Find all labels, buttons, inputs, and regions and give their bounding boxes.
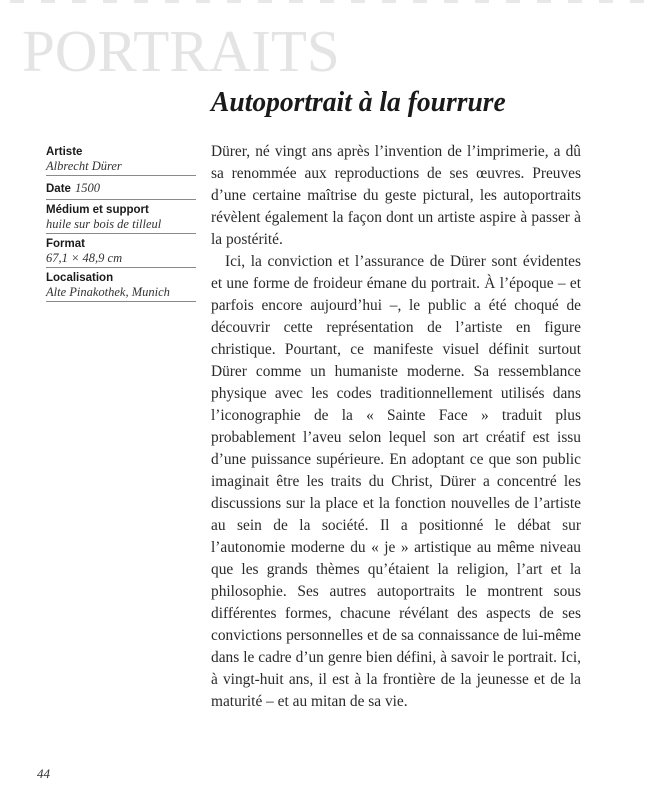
section-heading: PORTRAITS — [22, 18, 340, 84]
meta-value: huile sur bois de tilleul — [46, 217, 162, 231]
paragraph: Dürer, né vingt ans après l’invention de l’imprimerie, a dû sa renommée aux reproductions de ses œuvres. Preuves d’une certaine maîtrise du geste pictural, les autoportraits révèlent également la façon dont un artiste aspire à passer à la postérité. — [211, 143, 581, 248]
page-number: 44 — [37, 766, 50, 781]
paragraph: Ici, la conviction et l’assurance de Dürer sont évidentes et une forme de froideur émane du portrait. À l’époque – et parfois encore aujourd’hui –, le public a été choqué de découvrir cette représentation de l’artiste en figure christique. Pourtant, ce manifeste visuel définit surtout Dürer comme un humaniste moderne. Sa ressemblance physique avec les codes traditionnellement utilisés dans l’iconographie de la « Sainte Face » traduit plus probablement l’aveu selon lequel son art créatif est issu d’une puissance supérieure. En adoptant ce que son public imaginait être les traits du Christ, Dürer a concentré les discussions sur la place et la fonction nouvelles de l’artiste au sein de la société. Il a positionné le débat sur l’autonomie moderne du « je » artistique au même niveau que les grands thèmes qu’étaient la religion, l’art et la philosophie. Ses autres autoportraits le montrent sous différentes formes, chacune révélant des aspects de ses convictions personnelles et de sa connaissance de lui-même dans le cadre d’un genre bien défini, à savoir le portrait. Ici, à vingt-huit ans, il est à la frontière de la jeunesse et de la maturité – et au mitan de sa vie. — [211, 253, 581, 710]
meta-value: Albrecht Dürer — [46, 159, 122, 173]
meta-label: Date — [46, 183, 71, 195]
meta-label: Artiste — [46, 146, 83, 158]
page-title: Autoportrait à la fourrure — [211, 86, 506, 118]
meta-artist — [46, 145, 196, 176]
meta-location — [46, 271, 196, 302]
meta-format — [46, 237, 196, 268]
meta-value: 67,1 × 48,9 cm — [46, 251, 123, 265]
meta-medium — [46, 203, 196, 234]
meta-value: Alte Pinakothek, Munich — [46, 285, 170, 299]
meta-label: Localisation — [46, 272, 114, 284]
artwork-metadata — [46, 145, 196, 305]
meta-label: Format — [46, 238, 85, 250]
meta-value: 1500 — [74, 181, 100, 195]
top-edge-decoration — [0, 0, 649, 3]
article-body — [211, 141, 581, 713]
meta-label: Médium et support — [46, 204, 149, 216]
meta-date — [46, 179, 196, 200]
